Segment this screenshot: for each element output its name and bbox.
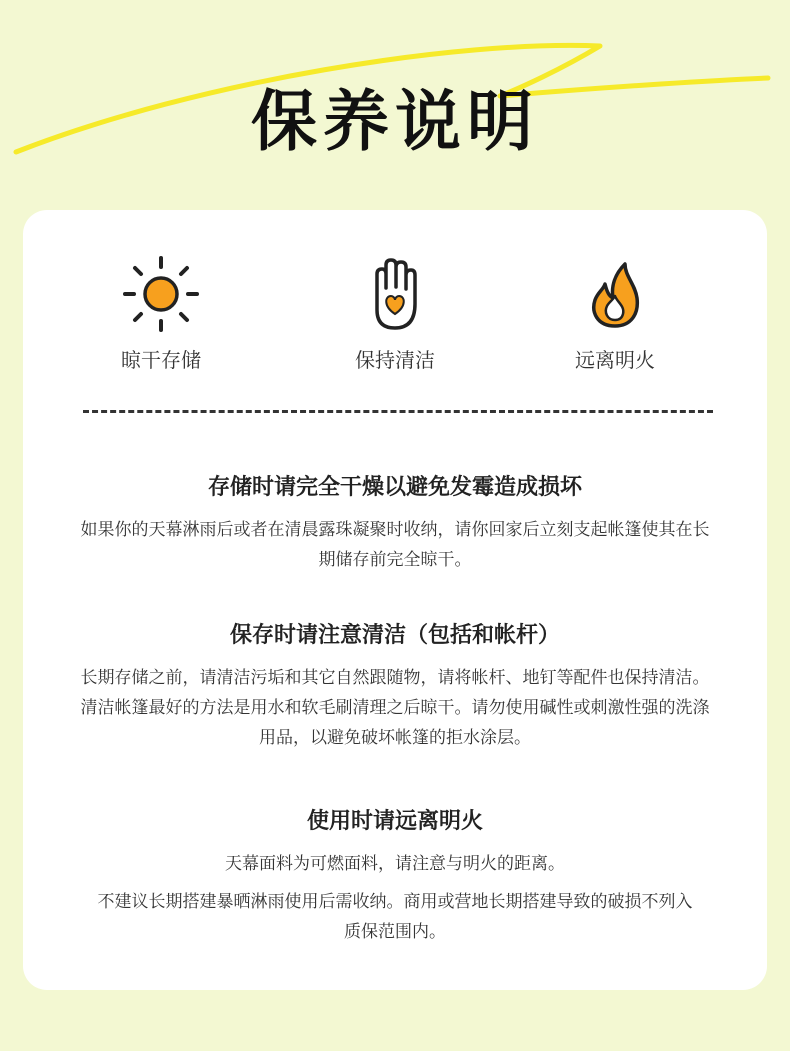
header: [0, 0, 790, 200]
icon-item-keep-clean: [315, 252, 475, 373]
section-paragraph: 天幕面料为可燃面料，请注意与明火的距离。: [225, 854, 565, 874]
page-title: 保养说明: [251, 83, 539, 160]
icon-item-dry-storage: [81, 252, 241, 373]
flame-icon: [573, 252, 657, 336]
icon-row: [23, 252, 767, 382]
section-no-open-flame: [23, 804, 767, 947]
care-card: [23, 210, 767, 990]
section-heading: 保存时请注意清洁（包括和帐杆）: [229, 623, 560, 648]
section-paragraph: 长期存储之前，请清洁污垢和其它自然跟随物，请将帐杆、地钉等配件也保持清洁。清洁帐篷最好的方法是用水和软毛刷清理之后晾干。请勿使用碱性或刺激性强的洗涤用品，以避免破坏帐篷的拒水涂层。: [80, 668, 710, 748]
icon-label: 保持清洁: [355, 348, 435, 372]
sun-icon: [119, 252, 203, 336]
icon-label: 晾干存储: [121, 348, 201, 372]
hand-heart-icon: [353, 252, 437, 336]
section-dry-storage: [23, 470, 767, 575]
icon-label: 远离明火: [575, 348, 655, 372]
section-keep-clean: [23, 618, 767, 753]
section-paragraph: 如果你的天幕淋雨后或者在清晨露珠凝聚时收纳，请你回家后立刻支起帐篷使其在长期储存前完全晾干。: [80, 520, 710, 570]
section-heading: 存储时请完全干燥以避免发霉造成损坏: [207, 475, 582, 500]
dashed-divider: [83, 410, 713, 413]
section-heading: 使用时请远离明火: [306, 809, 483, 834]
icon-item-no-open-flame: [535, 252, 695, 373]
section-paragraph: 不建议长期搭建暴晒淋雨使用后需收纳。商用或营地长期搭建导致的破损不列入质保范围内。: [97, 892, 693, 942]
